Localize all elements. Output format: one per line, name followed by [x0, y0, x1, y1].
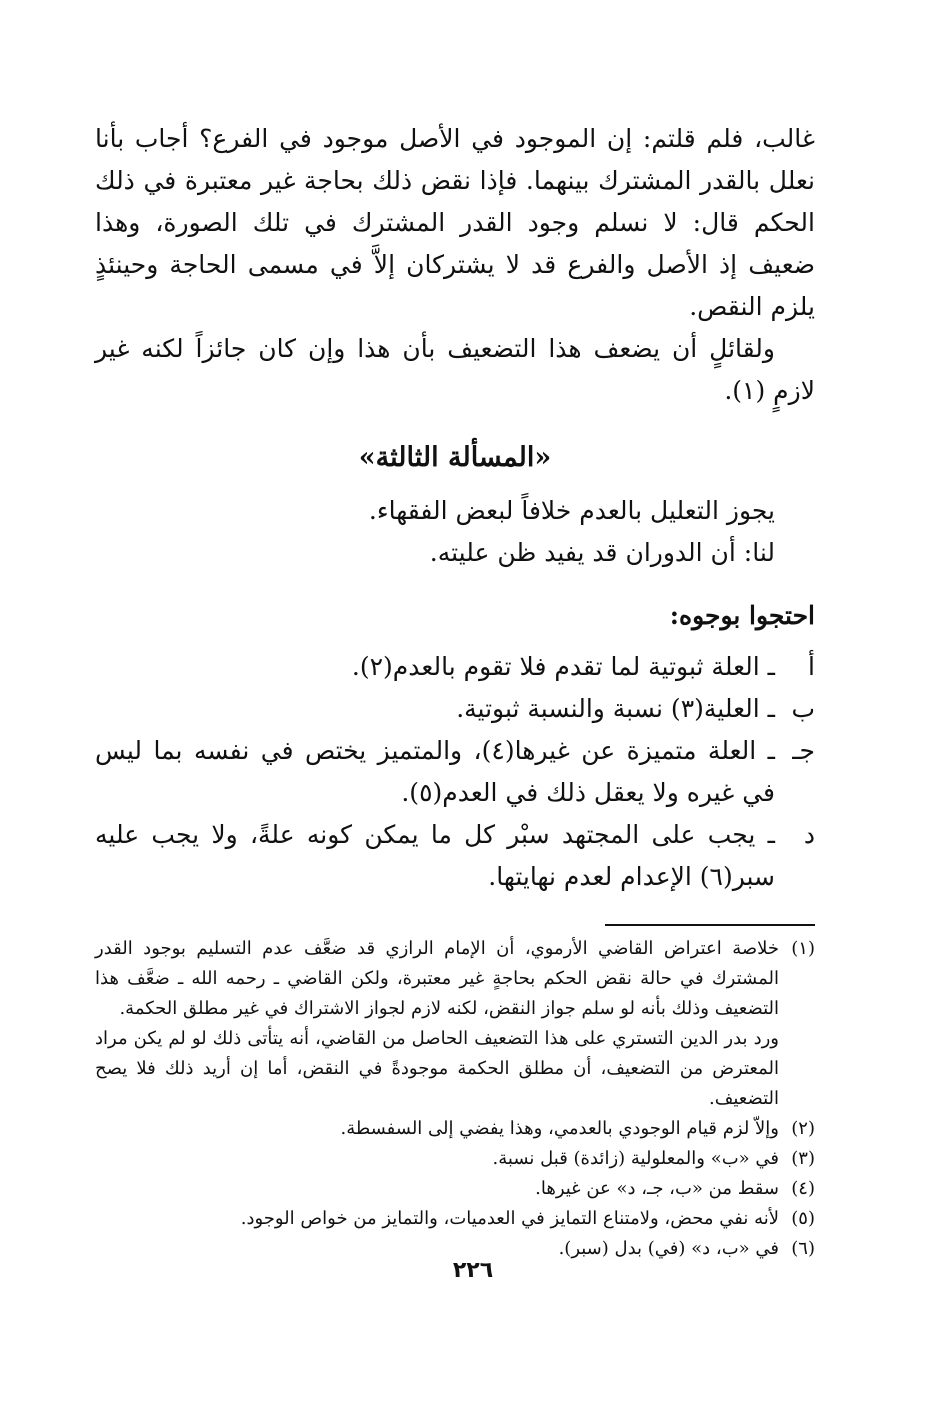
footnote-text: لأنه نفي محض، ولامتناع التمايز في العدميات، والتمايز من خواص الوجود. — [240, 1208, 779, 1229]
section-line-1: يجوز التعليل بالعدم خلافاً لبعض الفقهاء. — [368, 496, 775, 525]
footnote — [95, 1174, 815, 1204]
footnote-divider — [605, 924, 815, 926]
list-item — [95, 688, 815, 730]
paragraph-1: غالب، فلم قلتم: إن الموجود في الأصل موجود في الفرع؟ أجاب بأنا نعلل بالقدر المشترك بينهما. فإذا نقض ذلك بحاجة غير معتبرة في ذلك الحكم قال: لا نسلم وجود القدر المشترك في تلك الصورة، وهذا ضعيف إذ الأصل والفرع قد لا يشتركان إلاَّ في مسمى الحاجة وحينئذٍ يلزم النقص. — [95, 124, 815, 321]
footnote — [95, 934, 815, 1024]
arguments-subheading: احتجوا بوجوه: — [669, 601, 815, 630]
footnote-number: (٦) — [791, 1238, 815, 1259]
footnote-text: في «ب، د» (في) بدل (سبر). — [558, 1238, 779, 1259]
footnote-number: (٥) — [791, 1208, 815, 1229]
footnote-text: سقط من «ب، جـ، د» عن غيرها. — [535, 1178, 779, 1199]
footnote-text: خلاصة اعتراض القاضي الأرموي، أن الإمام الرازي قد ضعَّف عدم التسليم بوجود القدر المشترك في حالة نقض الحكم بحاجةٍ غير معتبرة، ولكن القاضي ـ رحمه الله ـ ضعَّف هذا التضعيف وذلك بأنه لو سلم جواز النقض، لكنه لازم لجواز الاشتراك في غير مطلق الحكمة. — [95, 938, 779, 1019]
item-text: ـ يجب على المجتهد سبْر كل ما يمكن كونه علةً، ولا يجب عليه سبر(٦) الإعدام لعدم نهايتها. — [95, 820, 775, 891]
page-body — [95, 118, 815, 1264]
footnote — [95, 1114, 815, 1144]
list-item — [95, 730, 815, 814]
arguments-list — [95, 646, 815, 898]
footnote — [95, 1144, 815, 1174]
main-text — [95, 118, 815, 412]
section-line-2: لنا: أن الدوران قد يفيد ظن عليته. — [429, 538, 775, 567]
page-number: ٢٢٦ — [452, 1258, 494, 1283]
footnote-number: (٢) — [791, 1118, 815, 1139]
item-letter: د — [803, 820, 815, 849]
list-item — [95, 646, 815, 688]
footnote-text: وإلاّ لزم قيام الوجودي بالعدمي، وهذا يفضي إلى السفسطة. — [340, 1118, 779, 1139]
footnotes — [95, 934, 815, 1264]
footnote-number: (١) — [791, 938, 815, 959]
section-intro — [95, 490, 815, 574]
paragraph-2: ولقائلٍ أن يضعف هذا التضعيف بأن هذا وإن كان جائزاً لكنه غير لازمٍ (١). — [95, 334, 815, 405]
item-letter: جـ — [792, 736, 815, 765]
footnote-number: (٤) — [791, 1178, 815, 1199]
item-text: ـ العلية(٣) نسبة والنسبة ثبوتية. — [456, 694, 775, 723]
footnote — [95, 1204, 815, 1234]
item-text: ـ العلة متميزة عن غيرها(٤)، والمتميز يختص في نفسه بما ليس في غيره ولا يعقل ذلك في العدم(٥). — [95, 736, 775, 807]
item-letter: ب — [791, 694, 815, 723]
list-item — [95, 814, 815, 898]
footnote-continuation: ورد بدر الدين التستري على هذا التضعيف الحاصل من القاضي، أنه يتأتى ذلك لو لم يكن مراد المعترض من التضعيف، أن مطلق الحكمة موجودةً في النقض، أما إن أريد ذلك فلا يصح التضعيف. — [95, 1028, 779, 1109]
footnote-number: (٣) — [791, 1148, 815, 1169]
item-text: ـ العلة ثبوتية لما تقدم فلا تقوم بالعدم(٢). — [351, 652, 775, 681]
footnote-text: في «ب» والمعلولية (زائدة) قبل نسبة. — [492, 1148, 779, 1169]
section-heading: «المسألة الثالثة» — [358, 442, 552, 473]
item-letter: أ — [808, 652, 815, 681]
